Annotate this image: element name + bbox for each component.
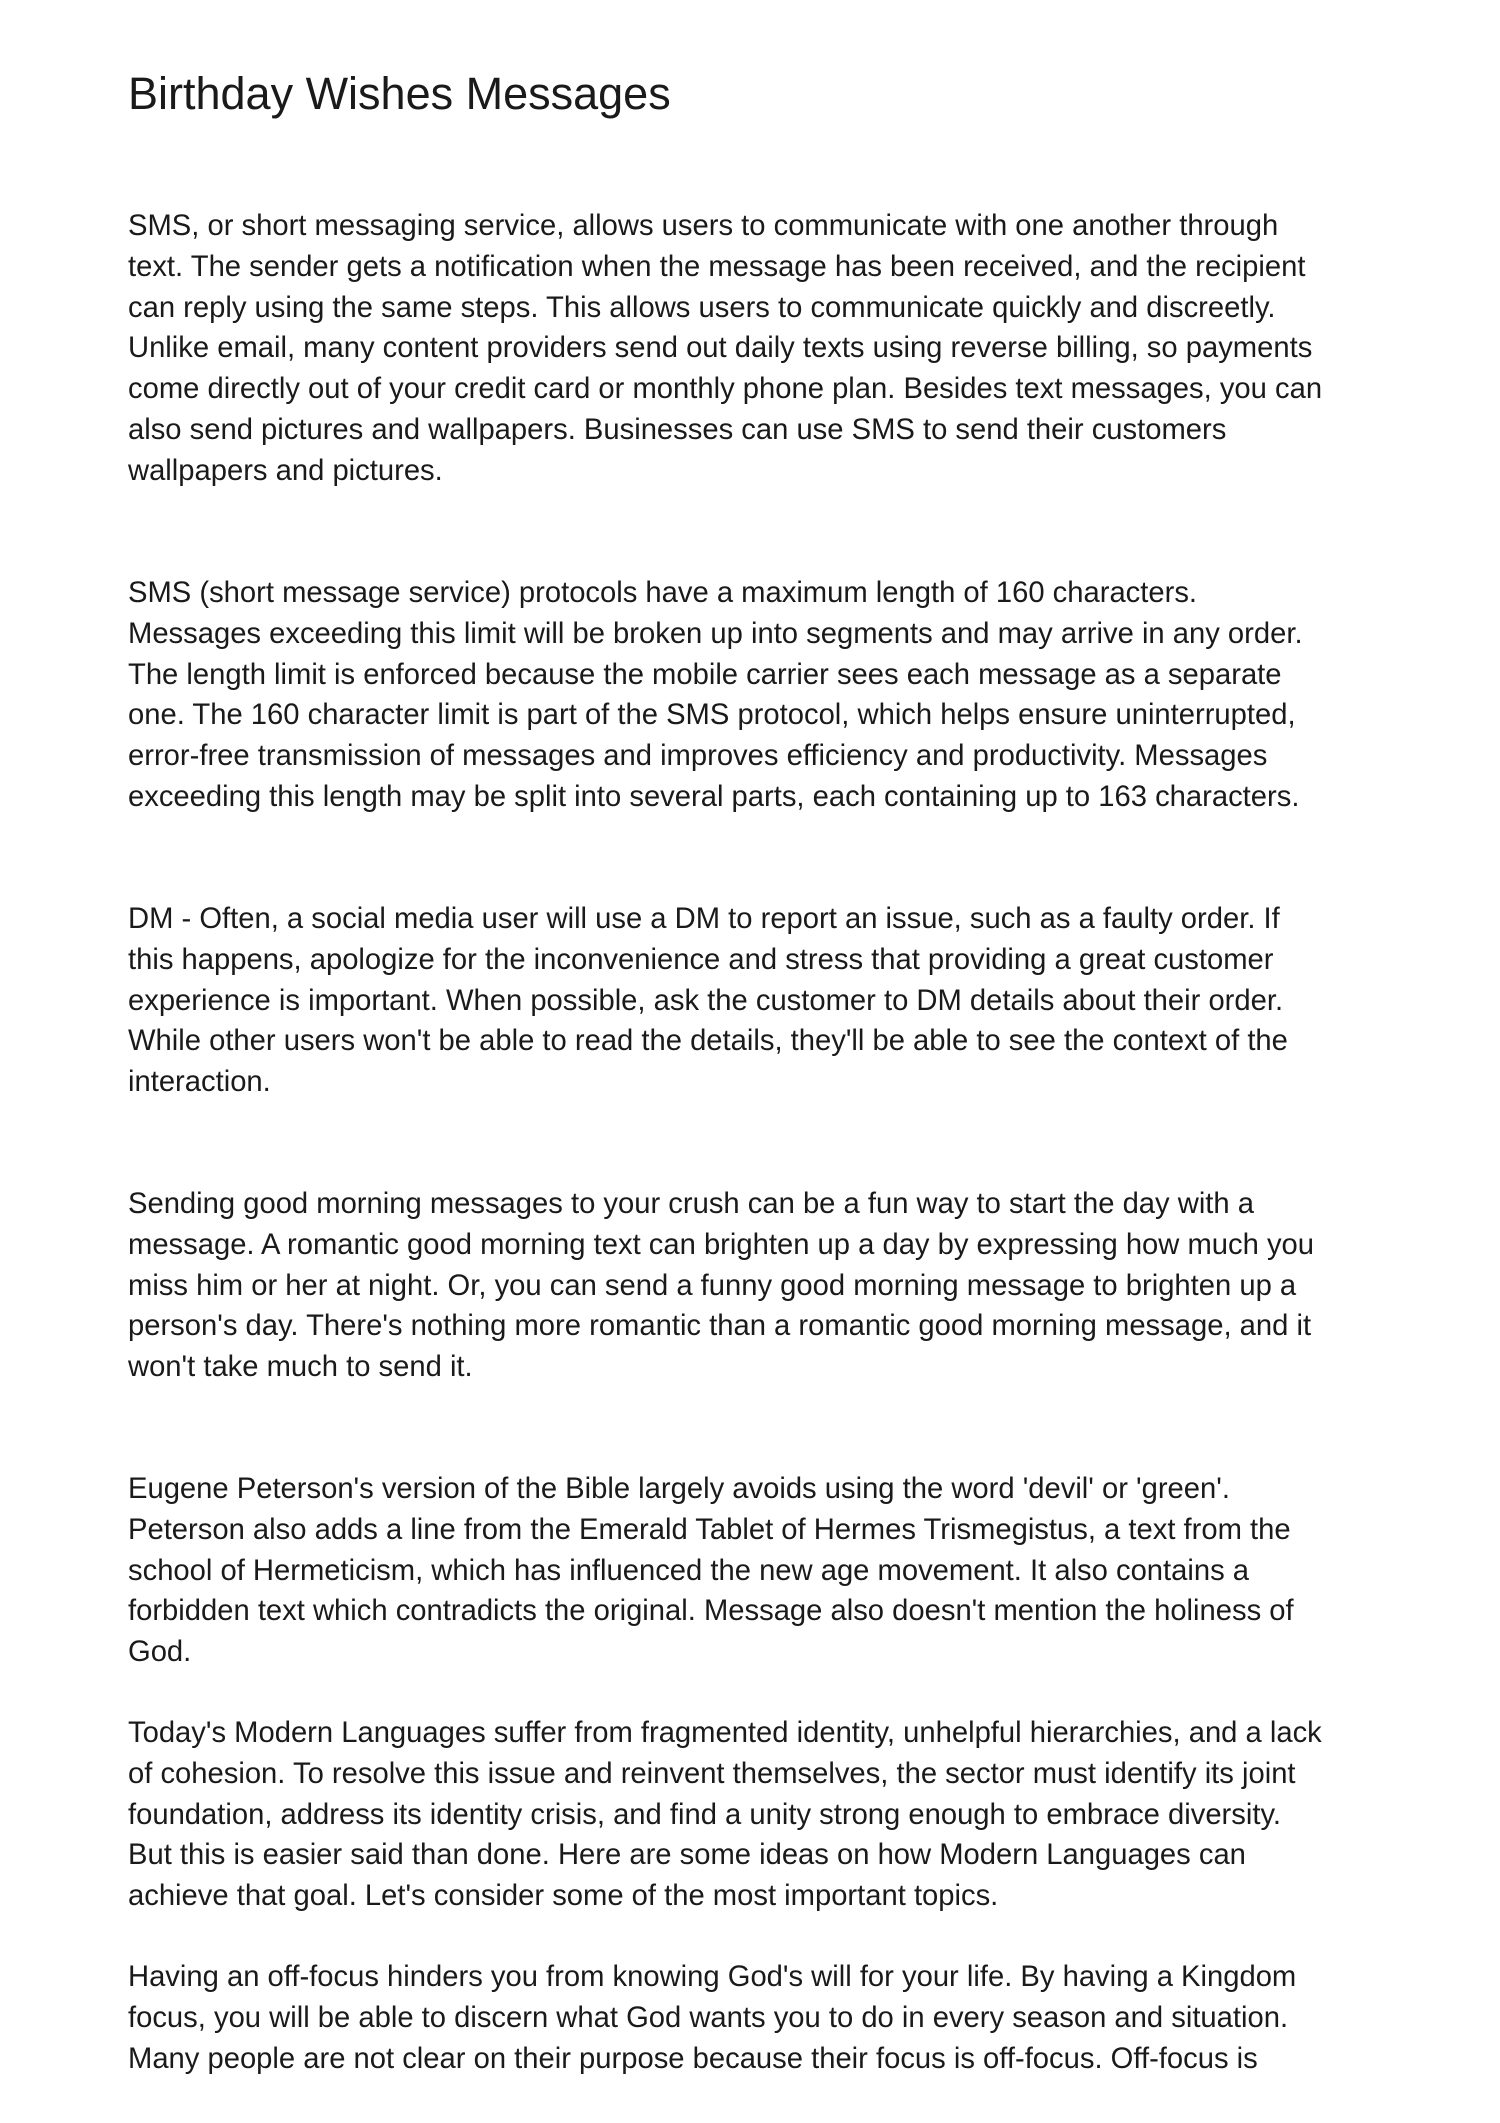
text-line: this happens, apologize for the inconvenience and stress that providing a great customer — [128, 943, 1274, 976]
text-line: SMS (short message service) protocols have a maximum length of 160 characters. — [128, 577, 1198, 609]
text-line: of cohesion. To resolve this issue and reinvent themselves, the sector must identify its joint — [128, 1757, 1296, 1790]
text-line: also send pictures and wallpapers. Businesses can use SMS to send their customers — [128, 413, 1227, 446]
text-line: focus, you will be able to discern what God wants you to do in every season and situation. — [128, 2001, 1289, 2034]
text-line: Peterson also adds a line from the Emerald Tablet of Hermes Trismegistus, a text from the — [128, 1513, 1291, 1546]
text-line: miss him or her at night. Or, you can send a funny good morning message to brighten up a — [128, 1269, 1297, 1302]
text-line: Eugene Peterson's version of the Bible largely avoids using the word 'devil' or 'green'. — [128, 1473, 1230, 1505]
text-line: experience is important. When possible, ask the customer to DM details about their order. — [128, 984, 1284, 1017]
text-line: can reply using the same steps. This allows users to communicate quickly and discreetly. — [128, 291, 1276, 324]
text-line: school of Hermeticism, which has influenced the new age movement. It also contains a — [128, 1554, 1250, 1587]
text-line: DM - Often, a social media user will use a DM to report an issue, such as a faulty order. If — [128, 903, 1280, 935]
text-line: message. A romantic good morning text can brighten up a day by expressing how much you — [128, 1228, 1315, 1261]
text-line: interaction. — [128, 1066, 271, 1099]
paragraph-modern-languages — [128, 1713, 1398, 1917]
paragraph-dm — [128, 899, 1398, 1103]
page-title: Birthday Wishes Messages — [128, 68, 671, 119]
text-line: Unlike email, many content providers send out daily texts using reverse billing, so payments — [128, 332, 1313, 365]
text-line: God. — [128, 1636, 192, 1669]
text-line: one. The 160 character limit is part of the SMS protocol, which helps ensure uninterrupted, — [128, 699, 1296, 732]
paragraph-sms-length — [128, 573, 1398, 818]
text-line: While other users won't be able to read the details, they'll be able to see the context of the — [128, 1025, 1288, 1058]
text-line: person's day. There's nothing more romantic than a romantic good morning message, and it — [128, 1310, 1312, 1343]
text-line: text. The sender gets a notification when the message has been received, and the recipient — [128, 250, 1306, 283]
text-line: exceeding this length may be split into several parts, each containing up to 163 characters. — [128, 780, 1300, 813]
text-line: foundation, address its identity crisis, and find a unity strong enough to embrace diversity. — [128, 1798, 1281, 1831]
text-line: won't take much to send it. — [128, 1351, 473, 1384]
text-line: error-free transmission of messages and improves efficiency and productivity. Messages — [128, 740, 1268, 773]
text-line: wallpapers and pictures. — [128, 454, 443, 487]
paragraph-sms-intro — [128, 206, 1398, 492]
paragraph-peterson — [128, 1469, 1398, 1673]
text-line: Having an off-focus hinders you from knowing God's will for your life. By having a Kingdom — [128, 1961, 1297, 1993]
text-line: But this is easier said than done. Here are some ideas on how Modern Languages can — [128, 1839, 1246, 1872]
text-line: Sending good morning messages to your crush can be a fun way to start the day with a — [128, 1188, 1254, 1220]
paragraph-good-morning — [128, 1184, 1398, 1388]
text-line: Many people are not clear on their purpose because their focus is off-focus. Off-focus is — [128, 2042, 1258, 2075]
text-line: Today's Modern Languages suffer from fragmented identity, unhelpful hierarchies, and a lack — [128, 1717, 1322, 1749]
text-line: SMS, or short messaging service, allows users to communicate with one another through — [128, 210, 1279, 242]
text-line: forbidden text which contradicts the original. Message also doesn't mention the holiness of — [128, 1595, 1294, 1628]
paragraph-kingdom-focus — [128, 1957, 1398, 2079]
text-line: Messages exceeding this limit will be broken up into segments and may arrive in any order. — [128, 617, 1303, 650]
text-line: achieve that goal. Let's consider some of the most important topics. — [128, 1880, 999, 1913]
text-line: come directly out of your credit card or monthly phone plan. Besides text messages, you can — [128, 373, 1323, 406]
text-line: The length limit is enforced because the mobile carrier sees each message as a separate — [128, 658, 1282, 691]
